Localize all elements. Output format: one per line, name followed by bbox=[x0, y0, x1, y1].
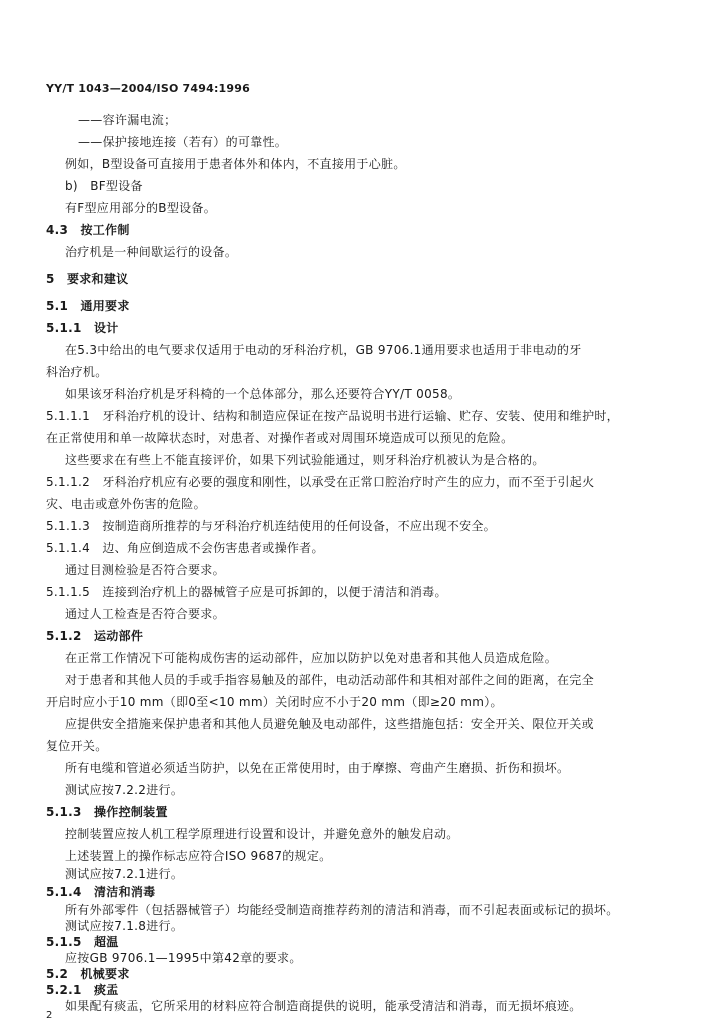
text-line: 在正常使用和单一故障状态时，对患者、对操作者或对周围环境造成可以预见的危险。 bbox=[46, 431, 514, 445]
text-line: 复位开关。 bbox=[46, 739, 108, 753]
section-heading: 5.1.4 清洁和消毒 bbox=[46, 885, 156, 899]
section-heading: 5.1.1 设计 bbox=[46, 321, 119, 335]
section-heading: 5.2.1 痰盂 bbox=[46, 983, 119, 997]
text-line: 测试应按7.2.1进行。 bbox=[65, 867, 184, 881]
text-line: 在5.3中给出的电气要求仅适用于电动的牙科治疗机，GB 9706.1通用要求也适用于非电动的牙 bbox=[65, 343, 582, 357]
text-line: 这些要求在有些上不能直接评价，如果下列试验能通过，则牙科治疗机被认为是合格的。 bbox=[65, 453, 545, 467]
text-line: 5.1.1.2 牙科治疗机应有必要的强度和刚性，以承受在正常口腔治疗时产生的应力，而不至于引起火 bbox=[46, 475, 595, 489]
text-line: 开启时应小于10 mm（即0至<10 mm）关闭时应不小于20 mm（即≥20 mm）。 bbox=[46, 695, 503, 709]
text-line: 例如，B型设备可直接用于患者体外和体内，不直接用于心脏。 bbox=[65, 157, 406, 171]
section-heading: 4.3 按工作制 bbox=[46, 223, 130, 237]
text-line: 灾、电击或意外伤害的危险。 bbox=[46, 497, 206, 511]
text-line: 科治疗机。 bbox=[46, 365, 108, 379]
text-line: 5.1.1.3 按制造商所推荐的与牙科治疗机连结使用的任何设备，不应出现不安全。 bbox=[46, 519, 496, 533]
text-line: 5.1.1.5 连接到治疗机上的器械管子应是可拆卸的，以便于清洁和消毒。 bbox=[46, 585, 447, 599]
text-line: 应提供安全措施来保护患者和其他人员避免触及电动部件，这些措施包括：安全开关、限位开关或 bbox=[65, 717, 594, 731]
text-line: 上述装置上的操作标志应符合ISO 9687的规定。 bbox=[65, 849, 332, 863]
text-line: 5.1.1.4 边、角应倒造成不会伤害患者或操作者。 bbox=[46, 541, 324, 555]
text-line: b) BF型设备 bbox=[65, 179, 143, 193]
running-header: YY/T 1043—2004/ISO 7494:1996 bbox=[46, 82, 250, 95]
text-line: ——保护接地连接（若有）的可靠性。 bbox=[78, 135, 288, 149]
text-line: 在正常工作情况下可能构成伤害的运动部件，应加以防护以免对患者和其他人员造成危险。 bbox=[65, 651, 558, 665]
section-heading: 5.1.5 超温 bbox=[46, 935, 119, 949]
section-heading: 5.1.2 运动部件 bbox=[46, 629, 144, 643]
text-line: 应按GB 9706.1—1995中第42章的要求。 bbox=[65, 951, 302, 965]
text-line: 对于患者和其他人员的手或手指容易触及的部件，电动活动部件和其相对部件之间的距离，在完全 bbox=[65, 673, 594, 687]
section-heading: 5.2 机械要求 bbox=[46, 967, 130, 981]
text-line: 控制装置应按人机工程学原理进行设置和设计，并避免意外的触发启动。 bbox=[65, 827, 459, 841]
text-line: 通过目测检验是否符合要求。 bbox=[65, 563, 225, 577]
section-heading: 5.1 通用要求 bbox=[46, 299, 130, 313]
text-line: ——容许漏电流； bbox=[78, 113, 177, 127]
text-line: 所有外部零件（包括器械管子）均能经受制造商推荐药剂的清洁和消毒，而不引起表面或标记的损坏。 bbox=[65, 903, 619, 917]
text-line: 5.1.1.1 牙科治疗机的设计、结构和制造应保证在按产品说明书进行运输、贮存、安装、使用和维护时， bbox=[46, 409, 619, 423]
text-line: 所有电缆和管道必须适当防护，以免在正常使用时，由于摩擦、弯曲产生磨损、折伤和损坏。 bbox=[65, 761, 570, 775]
text-line: 治疗机是一种间歇运行的设备。 bbox=[65, 245, 238, 259]
section-heading: 5.1.3 操作控制装置 bbox=[46, 805, 168, 819]
text-line: 通过人工检查是否符合要求。 bbox=[65, 607, 225, 621]
section-heading: 5 要求和建议 bbox=[46, 272, 129, 286]
text-line: 测试应按7.2.2进行。 bbox=[65, 783, 184, 797]
text-line: 如果配有痰盂，它所采用的材料应符合制造商提供的说明，能承受清洁和消毒，而无损坏痕迹。 bbox=[65, 999, 582, 1013]
page-number: 2 bbox=[46, 1010, 53, 1021]
text-line: 测试应按7.1.8进行。 bbox=[65, 919, 184, 933]
text-line: 有F型应用部分的B型设备。 bbox=[65, 201, 217, 215]
text-line: 如果该牙科治疗机是牙科椅的一个总体部分，那么还要符合YY/T 0058。 bbox=[65, 387, 461, 401]
